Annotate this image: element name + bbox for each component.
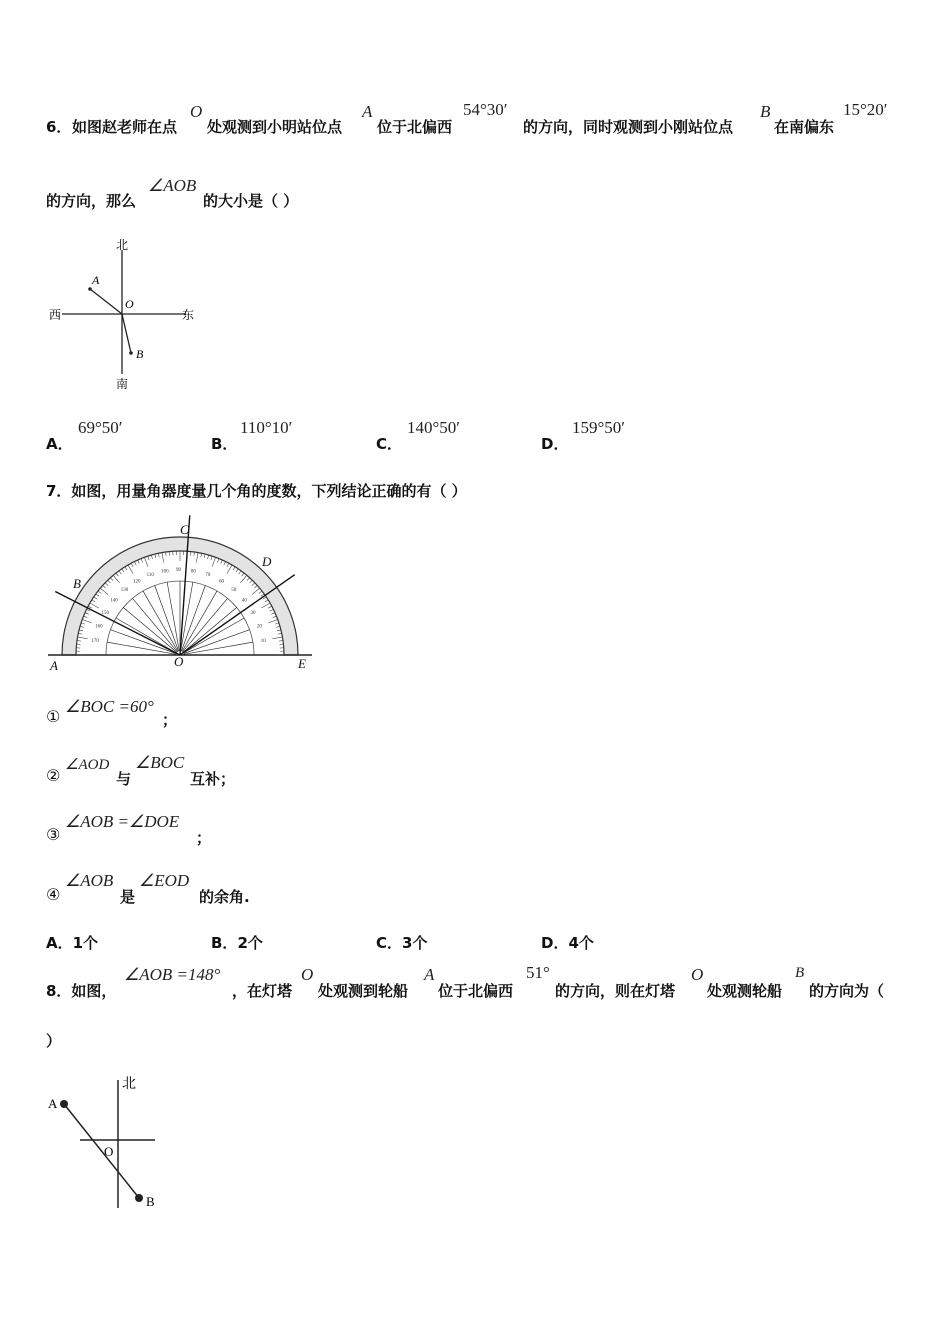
q8-text-1: 8．如图， xyxy=(46,982,117,1000)
protractor-tick xyxy=(227,563,229,567)
protractor-tick xyxy=(80,626,84,627)
protractor-tick xyxy=(77,641,81,642)
q8-angle-aob: ∠AOB =148° xyxy=(124,965,221,984)
protractor-tick xyxy=(98,591,101,593)
q6-point-a: A xyxy=(362,102,373,121)
q8-point-b: B xyxy=(795,965,805,981)
q8-label-o: O xyxy=(104,1144,114,1159)
protractor-tick xyxy=(268,619,277,622)
q6-text-5: 在南偏东 xyxy=(774,118,835,136)
protractor-tick xyxy=(254,585,257,588)
q7-option-d-value: 4个 xyxy=(568,934,594,952)
protractor-tick xyxy=(82,619,91,622)
protractor-tick xyxy=(217,559,218,563)
protractor-tick xyxy=(239,571,241,574)
label-d: D xyxy=(262,554,272,569)
q6-angle-aob: ∠AOB xyxy=(148,176,197,195)
q6-option-c-letter: C． xyxy=(376,435,403,453)
q8-figure xyxy=(40,1068,180,1218)
q8-point-o-2: O xyxy=(691,965,704,984)
q7-statement-3-tail: ； xyxy=(196,829,212,847)
protractor-tick xyxy=(108,580,111,583)
q7-statement-2-expr-1: ∠AOD xyxy=(65,757,110,773)
protractor-tick xyxy=(279,641,283,642)
q6-label-b: B xyxy=(136,347,144,361)
protractor-radial xyxy=(183,607,237,652)
q6-option-a-letter: A． xyxy=(46,435,73,453)
protractor-tick xyxy=(270,609,274,611)
protractor-tick xyxy=(84,616,88,617)
q6-text-4: 的方向，同时观测到小刚站位点 xyxy=(523,118,734,136)
q6-option-b-letter: B． xyxy=(211,435,238,453)
q7-protractor-figure xyxy=(40,512,330,682)
protractor-tick xyxy=(212,557,215,566)
protractor-radial xyxy=(167,582,179,651)
q7-option-b-letter: B． xyxy=(211,934,238,952)
q7-stem: 7．如图，用量角器度量几个角的度数，下列结论正确的有（ ） xyxy=(46,482,467,500)
q7-statement-2-expr-2: ∠BOC xyxy=(135,753,185,772)
q6-label-south: 南 xyxy=(116,377,129,391)
q7-statement-4-expr-1: ∠AOB xyxy=(65,871,114,890)
protractor-tick xyxy=(268,606,272,608)
protractor-scale-number: 160 xyxy=(95,624,103,630)
q8-text-2: ，在灯塔 xyxy=(232,982,293,1000)
q6-text-1: 如图赵老师在点 xyxy=(72,118,178,136)
protractor-tick xyxy=(273,637,283,639)
q7-statement-3-mark: ③ xyxy=(46,825,61,844)
protractor-tick xyxy=(240,575,246,583)
q8-point-b-dot xyxy=(135,1194,143,1202)
protractor-radial xyxy=(110,630,176,654)
q7-statement-3-expr: ∠AOB =∠DOE xyxy=(65,812,180,831)
protractor-radial xyxy=(155,585,179,651)
q8-text-8: ） xyxy=(46,1032,62,1050)
q8-line-ab xyxy=(64,1104,139,1198)
protractor-tick xyxy=(85,613,89,615)
protractor-tick xyxy=(148,556,149,560)
protractor-tick xyxy=(155,554,156,558)
protractor-tick xyxy=(276,626,280,627)
protractor-tick xyxy=(144,557,147,566)
protractor-tick xyxy=(105,583,108,586)
protractor-scale-number: 30 xyxy=(250,611,256,616)
protractor-tick xyxy=(116,573,118,576)
label-b: B xyxy=(73,576,81,591)
protractor-tick xyxy=(138,560,140,564)
protractor-tick xyxy=(224,562,226,566)
q8-text-5: 的方向，则在灯塔 xyxy=(555,982,676,1000)
protractor-tick xyxy=(96,594,99,596)
protractor-tick xyxy=(277,630,281,631)
protractor-tick xyxy=(162,553,164,563)
protractor-tick xyxy=(233,567,235,570)
q7-statement-2-tail: 互补； xyxy=(190,770,236,788)
protractor-tick xyxy=(158,553,159,557)
protractor-scale-number: 60 xyxy=(219,579,224,585)
protractor-tick xyxy=(204,554,205,558)
q6-option-d-letter: D． xyxy=(541,435,569,453)
protractor-tick xyxy=(278,633,282,634)
label-e: E xyxy=(298,656,306,671)
q7-option-c-value: 3个 xyxy=(402,934,428,952)
protractor-tick xyxy=(249,580,252,583)
protractor-tick xyxy=(252,588,260,594)
q6-text-3: 位于北偏西 xyxy=(377,118,453,136)
q6-label-a: A xyxy=(92,273,100,287)
protractor-tick xyxy=(78,633,82,634)
protractor-radial xyxy=(182,591,217,652)
q6-ray-ob xyxy=(122,314,131,353)
protractor-tick xyxy=(122,569,124,572)
q7-option-c xyxy=(376,932,427,953)
protractor-tick xyxy=(125,567,127,570)
q8-label-north: 北 xyxy=(122,1077,136,1092)
protractor-tick xyxy=(271,613,275,615)
protractor-tick xyxy=(166,552,167,556)
protractor-scale-number: 70 xyxy=(205,573,211,579)
q6-option-a-value: 69°50′ xyxy=(78,418,123,437)
protractor-tick xyxy=(227,565,232,574)
label-o: O xyxy=(174,654,184,669)
q7-option-d-letter: D． xyxy=(541,934,569,952)
protractor-scale-number: 40 xyxy=(241,598,247,604)
protractor-scale-number: 170 xyxy=(91,639,99,645)
q6-angle-1: 54°30′ xyxy=(463,100,508,119)
protractor-tick xyxy=(242,573,244,576)
q8-point-a: A xyxy=(424,965,435,984)
protractor-tick xyxy=(201,553,202,557)
q8-text-6: 处观测轮船 xyxy=(707,982,783,1000)
protractor-tick xyxy=(196,553,198,563)
protractor-scale-number: 100 xyxy=(161,569,169,575)
q8-label-b: B xyxy=(146,1194,155,1209)
q8-text-7: 的方向为（ xyxy=(809,982,885,1000)
protractor-tick xyxy=(236,569,238,572)
q7-option-b xyxy=(211,932,263,953)
protractor-radial xyxy=(183,618,244,653)
protractor-tick xyxy=(100,588,108,594)
protractor-tick xyxy=(134,562,136,566)
protractor-scale-number: 90 xyxy=(176,568,181,573)
q6-text-6: 的方向，那么 xyxy=(46,192,137,210)
protractor-tick xyxy=(261,603,270,608)
q7-statement-4-expr-2: ∠EOD xyxy=(139,871,190,890)
q6-angle-2: 15°20′ xyxy=(843,100,888,119)
protractor-tick xyxy=(273,616,277,617)
protractor-scale-number: 150 xyxy=(101,611,110,616)
q8-angle: 51° xyxy=(526,963,550,982)
q6-point-b: B xyxy=(760,102,771,121)
protractor-tick xyxy=(131,563,133,567)
protractor-radial xyxy=(184,642,253,654)
protractor-tick xyxy=(119,571,121,574)
q6-label-west: 西 xyxy=(49,308,62,322)
protractor-tick xyxy=(92,600,95,602)
q6-label-o: O xyxy=(125,297,134,311)
q6-option-d-value: 159°50′ xyxy=(572,418,626,437)
q8-text-4: 位于北偏西 xyxy=(438,982,514,1000)
protractor-radial xyxy=(116,618,177,653)
q6-text-2: 处观测到小明站位点 xyxy=(207,118,343,136)
protractor-radial xyxy=(184,630,250,654)
q7-option-b-value: 2个 xyxy=(237,934,263,952)
q7-statement-2-mid: 与 xyxy=(116,770,132,788)
protractor-tick xyxy=(141,559,142,563)
q7-statement-1-tail: ； xyxy=(162,711,178,729)
q8-text-3: 处观测到轮船 xyxy=(318,982,409,1000)
protractor-tick xyxy=(151,555,152,559)
protractor-tick xyxy=(78,637,88,639)
protractor-tick xyxy=(128,565,133,574)
q7-statement-2-mark: ② xyxy=(46,766,61,785)
protractor-tick xyxy=(208,555,209,559)
protractor-radial xyxy=(132,598,177,652)
protractor-tick xyxy=(252,583,255,586)
q6-number: 6． xyxy=(46,118,72,136)
q7-statement-4-mid: 是 xyxy=(120,888,136,906)
protractor-radial xyxy=(183,598,228,652)
q7-statement-1-mark: ① xyxy=(46,707,61,726)
q6-compass-figure xyxy=(40,232,210,392)
protractor-scale-number: 80 xyxy=(190,569,196,575)
protractor-tick xyxy=(110,578,113,581)
protractor-scale-number: 110 xyxy=(146,573,154,579)
q7-option-a xyxy=(46,932,98,953)
q6-option-c-value: 140°50′ xyxy=(407,418,461,437)
protractor-tick xyxy=(81,623,85,624)
protractor-tick xyxy=(103,585,106,588)
q6-ray-oa xyxy=(90,289,122,314)
q7-statement-1-expr: ∠BOC =60° xyxy=(65,697,154,716)
protractor-tick xyxy=(275,623,279,624)
protractor-scale-number: 10 xyxy=(260,639,266,645)
protractor-tick xyxy=(113,575,119,583)
q6-label-east: 东 xyxy=(182,308,195,322)
q7-statement-4-tail: 的余角. xyxy=(199,888,250,906)
q6-label-north: 北 xyxy=(116,238,129,252)
label-c: C xyxy=(180,522,189,537)
q8-point-o: O xyxy=(301,965,314,984)
protractor-tick xyxy=(94,597,97,599)
protractor-tick xyxy=(265,600,268,602)
protractor-scale-number: 130 xyxy=(120,588,129,594)
q6-point-o: O xyxy=(190,102,203,121)
protractor-tick xyxy=(194,552,195,556)
protractor-tick xyxy=(211,556,212,560)
q6-text-7: 的大小是（ ） xyxy=(203,192,299,210)
protractor-scale-number: 120 xyxy=(133,579,141,585)
q8-point-a-dot xyxy=(60,1100,68,1108)
q7-option-d xyxy=(541,932,594,953)
q7-option-c-letter: C． xyxy=(376,934,403,952)
protractor-scale-number: 50 xyxy=(231,588,237,594)
protractor-scale-number: 20 xyxy=(256,624,262,630)
label-a: A xyxy=(50,658,58,673)
protractor-radial xyxy=(143,591,178,652)
q8-label-a: A xyxy=(48,1096,58,1111)
protractor-scale-number: 140 xyxy=(110,598,118,604)
q7-option-a-value: 1个 xyxy=(72,934,99,952)
protractor-tick xyxy=(79,630,83,631)
q7-option-a-letter: A． xyxy=(46,934,73,952)
protractor-radial xyxy=(181,585,205,651)
protractor-tick xyxy=(247,578,250,581)
protractor-tick xyxy=(221,560,223,564)
q7-statement-4-mark: ④ xyxy=(46,885,61,904)
protractor-tick xyxy=(259,591,262,593)
protractor-tick xyxy=(90,603,99,608)
q6-option-b-value: 110°10′ xyxy=(240,418,293,437)
